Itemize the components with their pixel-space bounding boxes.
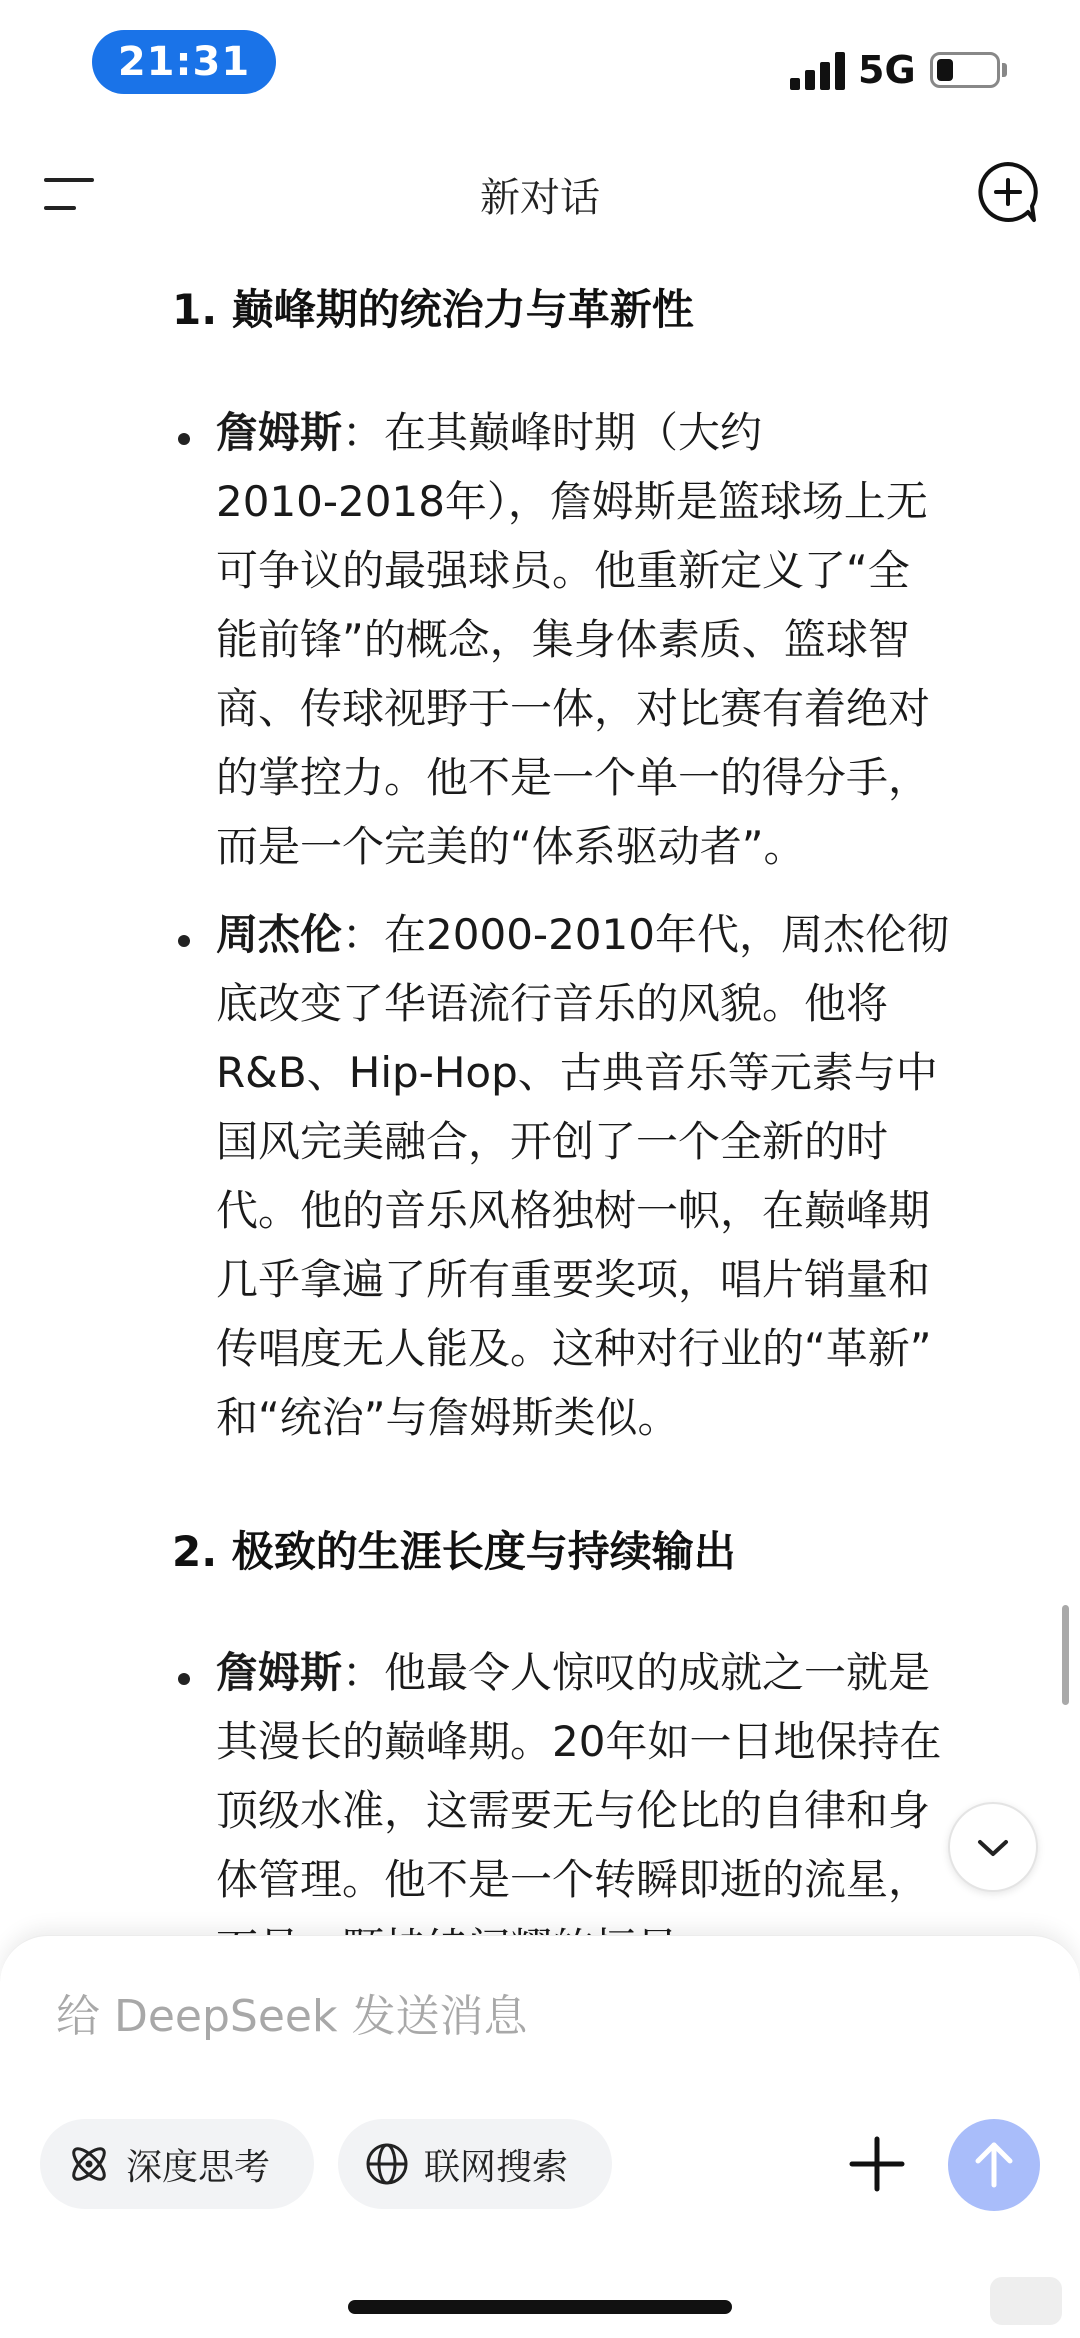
- list-item-line: 和“统治”与詹姆斯类似。: [216, 1393, 680, 1442]
- arrow-up-icon: [948, 2119, 1040, 2211]
- chat-header: [0, 150, 1080, 240]
- list-item: [216, 1638, 1036, 1955]
- list-item: [216, 900, 1036, 1452]
- list-item-colon: ：: [342, 1648, 385, 1697]
- list-item-line: 可争议的最强球员。他重新定义了“全: [216, 546, 910, 595]
- list-bullet: [178, 1673, 190, 1685]
- battery-tip: [1002, 63, 1007, 77]
- web-search-label: 联网搜索: [424, 2146, 569, 2188]
- send-button[interactable]: [948, 2119, 1040, 2211]
- list-item-line: [216, 900, 1036, 969]
- list-item-line: 的掌控力。他不是一个单一的得分手，: [216, 753, 931, 802]
- message-composer: [0, 1935, 1080, 2338]
- list-item-text: 在其巅峰时期（大约: [384, 408, 763, 457]
- cellular-signal-icon: [790, 52, 846, 90]
- deep-think-label: 深度思考: [126, 2146, 271, 2188]
- list-item-line: 代。他的音乐风格独树一帜，在巅峰期: [216, 1186, 931, 1235]
- list-item-colon: ：: [342, 910, 385, 959]
- battery-icon: [930, 52, 1000, 88]
- message-input[interactable]: [56, 1976, 956, 2056]
- list-item-name: 詹姆斯: [216, 408, 343, 457]
- list-item-line: 体管理。他不是一个转瞬即逝的流星，: [216, 1855, 931, 1904]
- list-item-line: [216, 398, 1036, 467]
- section-heading: 2. 极致的生涯长度与持续输出: [172, 1527, 736, 1576]
- scrollbar-thumb[interactable]: [1062, 1605, 1069, 1705]
- list-item-colon: ：: [342, 408, 385, 457]
- list-item-line: 2010-2018年），詹姆斯是篮球场上无: [216, 477, 928, 526]
- page-title: 新对话: [480, 175, 600, 221]
- attach-plus-button[interactable]: [844, 2131, 910, 2197]
- list-item-line: 能前锋”的概念，集身体素质、篮球智: [216, 615, 910, 664]
- globe-icon: [364, 2141, 410, 2187]
- list-item-line: 底改变了华语流行音乐的风貌。他将: [216, 979, 889, 1028]
- status-time: 21:31: [92, 30, 276, 94]
- section-heading: 1. 巅峰期的统治力与革新性: [172, 285, 694, 334]
- list-item-name: 周杰伦: [216, 910, 343, 959]
- list-item-line: 几乎拿遍了所有重要奖项，唱片销量和: [216, 1255, 931, 1304]
- plus-icon: [844, 2131, 910, 2197]
- web-search-toggle[interactable]: [338, 2119, 612, 2209]
- atom-icon: [66, 2141, 112, 2187]
- scroll-to-bottom-button[interactable]: [948, 1802, 1038, 1892]
- list-item-text: 他最令人惊叹的成就之一就是: [384, 1648, 931, 1697]
- list-bullet: [178, 433, 190, 445]
- list-item-line: 顶级水准，这需要无与伦比的自律和身: [216, 1786, 931, 1835]
- list-item-line: 国风完美融合，开创了一个全新的时: [216, 1117, 889, 1166]
- list-item-line: [216, 1638, 1036, 1707]
- chevron-down-icon: [950, 1804, 1036, 1890]
- list-item: [216, 398, 1036, 881]
- list-item-text: 在2000-2010年代，周杰伦彻: [384, 910, 949, 959]
- watermark-logo: [990, 2277, 1062, 2325]
- message-content: [0, 255, 1080, 1955]
- deep-think-toggle[interactable]: [40, 2119, 314, 2209]
- list-item-line: 商、传球视野于一体，对比赛有着绝对: [216, 684, 931, 733]
- home-indicator[interactable]: [348, 2300, 732, 2314]
- list-bullet: [178, 935, 190, 947]
- list-item-line: 传唱度无人能及。这种对行业的“革新”: [216, 1324, 932, 1373]
- list-item-line: R&B、Hip-Hop、古典音乐等元素与中: [216, 1048, 938, 1097]
- list-item-line: 而是一个完美的“体系驱动者”。: [216, 822, 806, 871]
- list-item-line: 其漫长的巅峰期。20年如一日地保持在: [216, 1717, 942, 1766]
- network-type-label: 5G: [858, 48, 916, 92]
- list-item-name: 詹姆斯: [216, 1648, 343, 1697]
- status-bar: [0, 0, 1080, 120]
- new-chat-icon[interactable]: [976, 160, 1040, 224]
